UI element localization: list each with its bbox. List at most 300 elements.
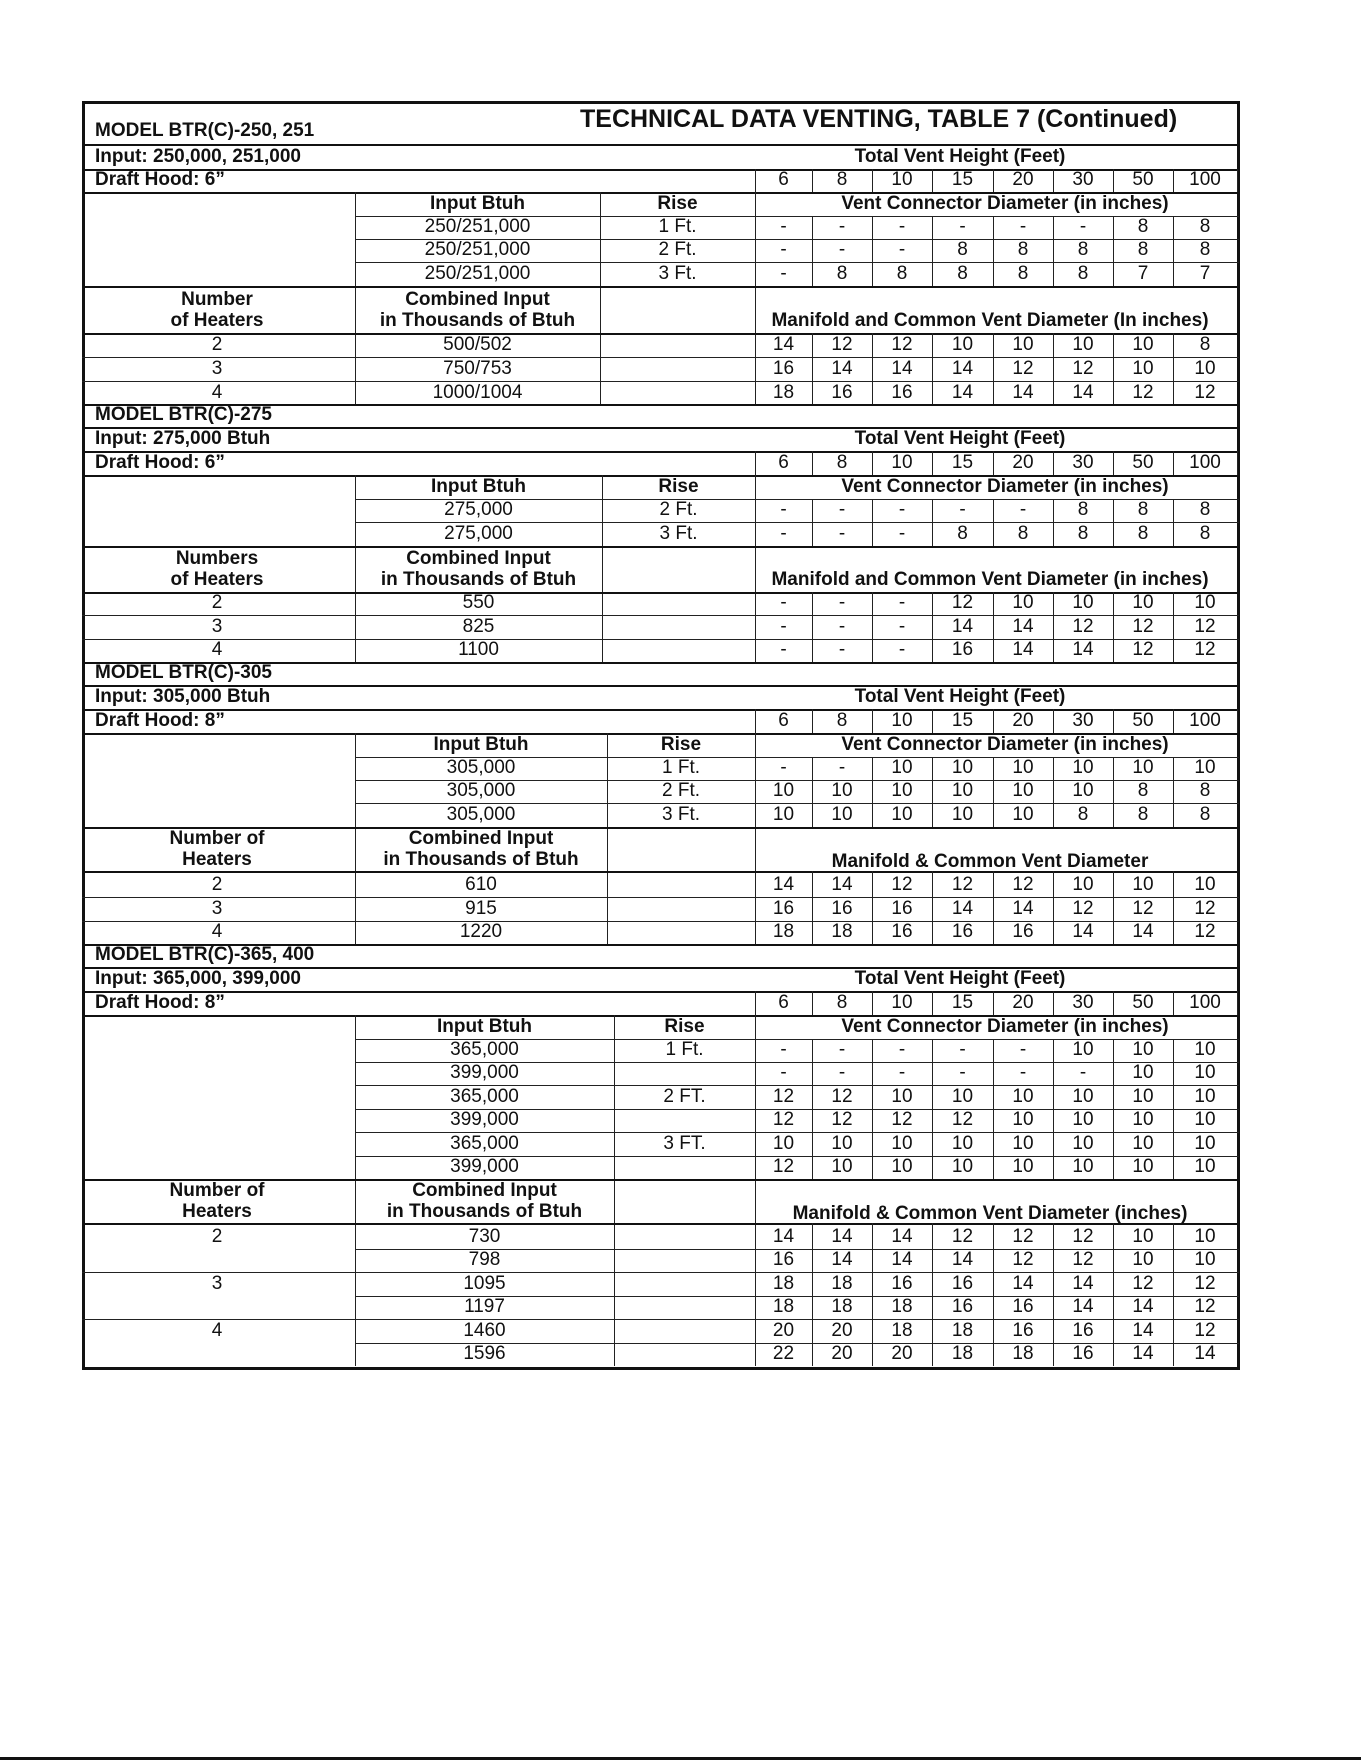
connector-value: 12 — [951, 1109, 974, 1130]
column-rule — [1173, 333, 1174, 405]
connector-rise: 2 Ft. — [658, 239, 697, 260]
column-rule — [932, 592, 933, 662]
manifold-value: 16 — [1012, 921, 1034, 942]
manifold-value: 14 — [951, 1249, 974, 1270]
manifold-value: 14 — [1072, 921, 1094, 942]
manifold-value: - — [838, 639, 846, 660]
manifold-value: 14 — [1012, 382, 1034, 403]
connector-value: 10 — [772, 1133, 795, 1154]
connector-input: 399,000 — [450, 1062, 519, 1083]
column-rule — [1053, 592, 1054, 662]
connector-value: - — [898, 1062, 906, 1083]
rise-header: Rise — [660, 734, 702, 755]
column-rule — [1113, 709, 1114, 733]
connector-value: 10 — [1132, 1039, 1154, 1060]
connector-rise: 3 Ft. — [658, 263, 697, 284]
column-rule — [872, 451, 873, 475]
manifold-value: 14 — [951, 616, 974, 637]
connector-value: 10 — [1072, 1133, 1094, 1154]
connector-input: 399,000 — [450, 1156, 519, 1177]
combined-input: 825 — [462, 616, 495, 637]
connector-value: - — [1079, 216, 1087, 237]
column-rule — [872, 709, 873, 733]
manifold-header: Manifold & Common Vent Diameter — [831, 851, 1149, 872]
heaters-count: 2 — [211, 334, 223, 355]
column-rule — [1173, 451, 1174, 475]
column-rule — [755, 991, 756, 1015]
section-model: MODEL BTR(C)-275 — [95, 404, 272, 425]
height-col-header: 6 — [778, 169, 789, 190]
connector-value: 8 — [957, 239, 968, 260]
connector-value: 10 — [831, 804, 853, 825]
manifold-value: - — [780, 592, 787, 613]
manifold-value: 16 — [891, 921, 913, 942]
manifold-value: 16 — [1012, 1296, 1034, 1317]
column-rule — [1053, 169, 1054, 192]
connector-value: 10 — [1012, 780, 1034, 801]
column-rule — [812, 1223, 813, 1366]
height-col-header: 8 — [836, 992, 848, 1013]
connector-value: 8 — [1137, 780, 1149, 801]
manifold-value: 10 — [1072, 874, 1094, 895]
height-col-header: 30 — [1072, 169, 1094, 190]
combined-input: 550 — [462, 592, 495, 613]
column-rule — [932, 757, 933, 827]
connector-value: - — [838, 1062, 846, 1083]
column-rule — [1113, 169, 1114, 192]
connector-header: Vent Connector Diameter (in inches) — [841, 193, 1169, 214]
connector-header: Vent Connector Diameter (in inches) — [841, 1016, 1169, 1037]
height-col-header: 20 — [1012, 710, 1034, 731]
manifold-value: 14 — [891, 358, 913, 379]
section-model: MODEL BTR(C)-305 — [95, 662, 272, 683]
connector-value: 10 — [1012, 804, 1034, 825]
connector-value: 10 — [1072, 1086, 1094, 1107]
column-rule — [755, 709, 756, 733]
connector-value: 8 — [1137, 499, 1149, 520]
connector-value: 10 — [1194, 1133, 1216, 1154]
heaters-count: 3 — [211, 616, 223, 637]
height-col-header: 8 — [836, 169, 848, 190]
connector-value: 8 — [1017, 263, 1029, 284]
connector-value: 8 — [1199, 780, 1211, 801]
manifold-value: 12 — [1072, 358, 1094, 379]
connector-value: - — [959, 1039, 966, 1060]
connector-value: 10 — [1194, 1086, 1216, 1107]
column-rule — [932, 1223, 933, 1366]
input-btuh-header: Input Btuh — [431, 476, 526, 497]
manifold-value: 16 — [891, 898, 913, 919]
combined-input: 1596 — [463, 1343, 506, 1364]
column-rule — [1173, 169, 1174, 192]
input-btuh-header: Input Btuh — [433, 734, 529, 755]
row-rule — [82, 615, 1239, 616]
manifold-value: 14 — [1072, 639, 1094, 660]
combined-input: 1220 — [459, 921, 503, 942]
manifold-value: 10 — [1132, 358, 1154, 379]
column-rule — [1053, 871, 1054, 944]
manifold-value: 14 — [1072, 382, 1094, 403]
manifold-value: 22 — [772, 1343, 795, 1364]
column-rule — [1113, 871, 1114, 944]
manifold-value: 12 — [1194, 1320, 1216, 1341]
manifold-value: 12 — [891, 874, 913, 895]
row-rule — [82, 897, 1239, 898]
connector-value: - — [780, 499, 787, 520]
connector-value: 10 — [1012, 1086, 1034, 1107]
connector-value: 10 — [891, 1156, 913, 1177]
column-rule — [993, 871, 994, 944]
section-input: Input: 305,000 Btuh — [95, 686, 271, 707]
connector-value: 12 — [772, 1086, 795, 1107]
manifold-value: - — [838, 592, 846, 613]
row-rule — [82, 451, 1239, 453]
connector-value: 8 — [1199, 239, 1211, 260]
connector-value: - — [1019, 216, 1027, 237]
manifold-value: 14 — [831, 358, 853, 379]
manifold-value: 12 — [1012, 874, 1034, 895]
manifold-value: 12 — [1194, 639, 1216, 660]
connector-value: 8 — [957, 523, 968, 544]
column-rule — [755, 1015, 756, 1366]
connector-value: 10 — [1132, 1109, 1154, 1130]
manifold-value: 12 — [951, 592, 974, 613]
total-vent-height-label: Total Vent Height (Feet) — [854, 428, 1066, 449]
manifold-value: 16 — [831, 382, 853, 403]
column-rule — [1053, 757, 1054, 827]
column-rule — [755, 192, 756, 405]
page-title: TECHNICAL DATA VENTING, TABLE 7 (Continued) — [580, 105, 1178, 133]
connector-value: - — [780, 263, 787, 284]
column-rule — [993, 216, 994, 286]
connector-value: 10 — [772, 780, 795, 801]
manifold-value: - — [898, 592, 906, 613]
manifold-value: 12 — [1072, 616, 1094, 637]
connector-rise: 1 Ft. — [665, 1039, 704, 1060]
manifold-value: 14 — [831, 874, 853, 895]
section-input: Input: 365,000, 399,000 — [95, 968, 301, 989]
section-model: MODEL BTR(C)-365, 400 — [95, 944, 315, 965]
combined-input-header: Combined Input in Thousands of Btuh — [386, 1179, 583, 1222]
section-draft-hood: Draft Hood: 6” — [95, 169, 225, 190]
connector-value: 7 — [1199, 263, 1211, 284]
connector-value: - — [780, 757, 787, 778]
connector-value: - — [1019, 1039, 1027, 1060]
connector-value: 8 — [1137, 239, 1149, 260]
combined-input: 1197 — [464, 1296, 505, 1317]
manifold-value: 14 — [1132, 1296, 1154, 1317]
connector-value: 10 — [1012, 1156, 1034, 1177]
column-rule — [932, 991, 933, 1015]
manifold-value: 14 — [772, 874, 795, 895]
manifold-value: 10 — [1132, 1226, 1154, 1247]
manifold-value: 10 — [1194, 592, 1216, 613]
heaters-count: 4 — [211, 1320, 223, 1341]
column-rule — [872, 216, 873, 286]
column-rule — [602, 475, 603, 662]
manifold-value: 10 — [1194, 358, 1216, 379]
connector-input: 275,000 — [444, 523, 513, 544]
manifold-value: 12 — [1194, 921, 1216, 942]
manifold-value: - — [780, 616, 787, 637]
manifold-value: 16 — [891, 1273, 913, 1294]
manifold-value: 16 — [891, 382, 913, 403]
height-col-header: 10 — [891, 710, 913, 731]
connector-input: 275,000 — [444, 499, 513, 520]
connector-value: 12 — [831, 1086, 853, 1107]
combined-input: 1000/1004 — [432, 382, 523, 403]
column-rule — [993, 451, 994, 475]
connector-value: 10 — [951, 804, 974, 825]
manifold-value: 14 — [1132, 1320, 1154, 1341]
manifold-value: 20 — [772, 1320, 795, 1341]
manifold-value: 14 — [1132, 1343, 1154, 1364]
combined-input: 610 — [465, 874, 497, 895]
input-btuh-header: Input Btuh — [437, 1016, 532, 1037]
row-rule — [82, 381, 1239, 382]
connector-value: 10 — [951, 1086, 974, 1107]
manifold-value: 10 — [1072, 592, 1094, 613]
row-rule — [82, 1272, 1239, 1273]
column-rule — [872, 1039, 873, 1179]
column-rule — [1173, 709, 1174, 733]
heaters-header: Number of Heaters — [170, 288, 264, 331]
row-rule — [82, 169, 1239, 171]
manifold-value: 18 — [772, 382, 795, 403]
manifold-value: 18 — [772, 921, 795, 942]
row-rule — [82, 871, 1239, 873]
heaters-count: 2 — [211, 592, 223, 613]
column-rule — [872, 499, 873, 546]
column-rule — [355, 192, 356, 405]
column-rule — [614, 1015, 615, 1366]
column-rule — [812, 709, 813, 733]
column-rule — [607, 733, 608, 944]
connector-value: - — [959, 1062, 966, 1083]
column-rule — [812, 451, 813, 475]
connector-value: 8 — [1199, 216, 1211, 237]
manifold-value: 20 — [891, 1343, 913, 1364]
manifold-value: 12 — [891, 334, 913, 355]
combined-input: 1460 — [463, 1320, 506, 1341]
height-col-header: 100 — [1189, 992, 1221, 1013]
connector-value: 10 — [1194, 1156, 1216, 1177]
manifold-value: 18 — [772, 1273, 795, 1294]
manifold-value: 16 — [772, 1249, 795, 1270]
column-rule — [1173, 1223, 1174, 1366]
manifold-header: Manifold and Common Vent Diameter (In inches) — [771, 310, 1209, 331]
connector-value: 10 — [1072, 1109, 1094, 1130]
height-col-header: 20 — [1012, 992, 1034, 1013]
connector-rise: 2 FT. — [663, 1086, 706, 1107]
column-rule — [1053, 499, 1054, 546]
connector-value: 10 — [891, 804, 913, 825]
column-rule — [932, 451, 933, 475]
manifold-value: 12 — [1194, 1273, 1216, 1294]
connector-value: 10 — [1194, 757, 1216, 778]
heaters-header: Number of Heaters — [169, 827, 265, 870]
heaters-count: 3 — [211, 358, 223, 379]
connector-value: 7 — [1137, 263, 1149, 284]
manifold-value: 16 — [951, 639, 974, 660]
manifold-value: 14 — [891, 1226, 913, 1247]
column-rule — [993, 757, 994, 827]
manifold-value: 10 — [1072, 334, 1094, 355]
connector-value: 12 — [772, 1156, 795, 1177]
column-rule — [932, 871, 933, 944]
connector-input: 305,000 — [446, 757, 516, 778]
connector-value: - — [898, 523, 906, 544]
column-rule — [755, 169, 756, 192]
connector-value: 10 — [1012, 757, 1034, 778]
manifold-header: Manifold and Common Vent Diameter (in inches) — [771, 569, 1209, 590]
connector-value: 8 — [836, 263, 848, 284]
connector-value: 10 — [1012, 1133, 1034, 1154]
manifold-value: 10 — [1194, 874, 1216, 895]
column-rule — [1173, 991, 1174, 1015]
heaters-count: 4 — [211, 382, 223, 403]
column-rule — [932, 1039, 933, 1179]
manifold-value: 12 — [951, 1226, 974, 1247]
manifold-value: 14 — [1012, 639, 1034, 660]
manifold-value: 12 — [1194, 382, 1216, 403]
connector-value: 10 — [772, 804, 795, 825]
connector-value: - — [780, 216, 787, 237]
manifold-value: 14 — [831, 1226, 853, 1247]
connector-rise: 2 Ft. — [661, 780, 701, 801]
column-rule — [355, 733, 356, 944]
manifold-value: 14 — [1012, 616, 1034, 637]
connector-value: 8 — [1199, 499, 1211, 520]
column-rule — [932, 169, 933, 192]
height-col-header: 15 — [951, 452, 974, 473]
connector-value: - — [780, 1039, 787, 1060]
connector-rise: 3 FT. — [663, 1133, 706, 1154]
connector-value: - — [1019, 499, 1027, 520]
column-rule — [1113, 592, 1114, 662]
height-col-header: 50 — [1132, 710, 1154, 731]
column-rule — [993, 169, 994, 192]
manifold-value: 18 — [1012, 1343, 1034, 1364]
connector-value: 8 — [1199, 804, 1211, 825]
manifold-value: 18 — [891, 1296, 913, 1317]
column-rule — [812, 333, 813, 405]
column-rule — [932, 499, 933, 546]
connector-value: 10 — [891, 1086, 913, 1107]
connector-value: 10 — [1012, 1109, 1034, 1130]
manifold-value: 18 — [831, 1273, 853, 1294]
combined-input: 1100 — [458, 639, 499, 660]
connector-value: 12 — [772, 1109, 795, 1130]
column-rule — [1173, 592, 1174, 662]
manifold-value: 10 — [1012, 334, 1034, 355]
combined-input: 730 — [468, 1226, 501, 1247]
column-rule — [872, 592, 873, 662]
column-rule — [812, 216, 813, 286]
column-rule — [993, 333, 994, 405]
connector-value: 10 — [1194, 1109, 1216, 1130]
connector-value: 12 — [831, 1109, 853, 1130]
manifold-value: - — [898, 639, 906, 660]
combined-input-header: Combined Input in Thousands of Btuh — [383, 827, 579, 870]
connector-value: 8 — [1077, 239, 1089, 260]
connector-value: 10 — [891, 780, 913, 801]
connector-value: 10 — [1072, 1039, 1094, 1060]
column-rule — [872, 757, 873, 827]
manifold-value: 14 — [1072, 1273, 1094, 1294]
connector-value: 10 — [1132, 757, 1154, 778]
connector-rise: 2 Ft. — [659, 499, 698, 520]
connector-input: 250/251,000 — [424, 216, 531, 237]
connector-value: 8 — [896, 263, 908, 284]
manifold-value: 12 — [1072, 1249, 1094, 1270]
manifold-value: 18 — [831, 1296, 853, 1317]
column-rule — [872, 333, 873, 405]
manifold-value: 12 — [1072, 1226, 1094, 1247]
manifold-value: - — [780, 639, 787, 660]
manifold-value: 14 — [831, 1249, 853, 1270]
section-input: Input: 275,000 Btuh — [95, 428, 271, 449]
connector-value: - — [1019, 1062, 1027, 1083]
connector-input: 250/251,000 — [424, 239, 531, 260]
connector-rise: 3 Ft. — [659, 523, 698, 544]
connector-value: - — [838, 216, 846, 237]
connector-value: 10 — [951, 1156, 974, 1177]
manifold-value: 10 — [1132, 1249, 1154, 1270]
column-rule — [993, 1223, 994, 1366]
connector-value: 10 — [1072, 757, 1094, 778]
connector-value: 10 — [1132, 1086, 1154, 1107]
connector-value: 10 — [1194, 1062, 1216, 1083]
column-rule — [812, 592, 813, 662]
manifold-value: 12 — [1012, 358, 1034, 379]
connector-value: 10 — [891, 757, 913, 778]
height-col-header: 50 — [1132, 169, 1154, 190]
row-rule — [82, 709, 1239, 711]
connector-input: 365,000 — [450, 1086, 519, 1107]
combined-input: 1095 — [463, 1273, 506, 1294]
manifold-value: 16 — [1072, 1343, 1094, 1364]
connector-value: - — [898, 239, 906, 260]
connector-value: 8 — [1077, 804, 1089, 825]
manifold-value: 20 — [831, 1320, 853, 1341]
manifold-value: 14 — [1132, 921, 1154, 942]
connector-rise: 1 Ft. — [658, 216, 697, 237]
connector-rise: 1 Ft. — [661, 757, 701, 778]
column-rule — [1053, 216, 1054, 286]
manifold-value: 10 — [1012, 592, 1034, 613]
manifold-value: 20 — [831, 1343, 853, 1364]
connector-value: 10 — [1132, 1156, 1154, 1177]
connector-header: Vent Connector Diameter (in inches) — [841, 476, 1169, 497]
row-rule — [82, 639, 1239, 640]
connector-value: 10 — [831, 1156, 853, 1177]
column-rule — [1053, 451, 1054, 475]
manifold-value: 18 — [831, 921, 853, 942]
connector-value: - — [838, 499, 846, 520]
manifold-value: 12 — [1012, 1226, 1034, 1247]
height-col-header: 15 — [951, 992, 974, 1013]
manifold-value: 18 — [772, 1296, 795, 1317]
connector-value: 8 — [957, 263, 968, 284]
column-rule — [1173, 1039, 1174, 1179]
height-col-header: 10 — [891, 452, 913, 473]
manifold-value: 14 — [772, 1226, 795, 1247]
height-col-header: 30 — [1072, 992, 1094, 1013]
connector-value: 8 — [1017, 239, 1029, 260]
connector-value: 8 — [1137, 216, 1149, 237]
column-rule — [1113, 216, 1114, 286]
